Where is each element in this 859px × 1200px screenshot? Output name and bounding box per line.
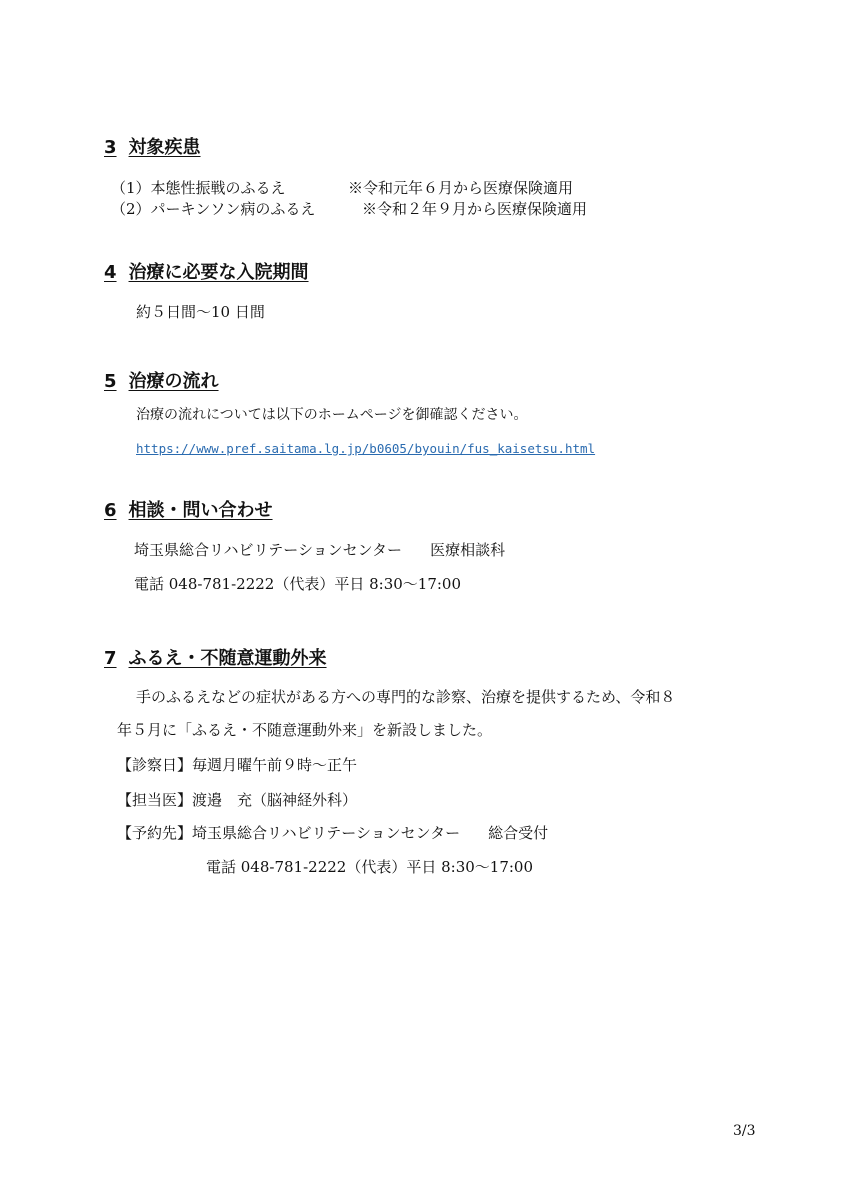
section-6-number: 6 [104, 500, 117, 521]
consultation-org: 埼玉県総合リハビリテーションセンター [134, 541, 403, 559]
clinic-booking-phone: 電話 048-781-2222（代表）平日 8:30〜17:00 [206, 858, 534, 876]
clinic-booking-label: 【予約先】 [117, 824, 193, 842]
disease-item-1-note-line [348, 178, 573, 198]
disease-item-1-label: （1）本態性振戦のふるえ [111, 179, 286, 197]
section-7-title: ふるえ・不随意運動外来 [128, 648, 327, 669]
disease-item-1 [111, 178, 286, 198]
clinic-booking-org: 埼玉県総合リハビリテーションセンター [192, 824, 461, 842]
clinic-day-label: 【診察日】 [117, 756, 193, 774]
section-3-title: 対象疾患 [128, 137, 201, 158]
clinic-booking-dept: 総合受付 [488, 824, 549, 842]
treatment-flow-text: 治療の流れについては以下のホームページを御確認ください。 [136, 407, 528, 423]
section-5-number: 5 [104, 371, 117, 392]
clinic-booking-line [117, 823, 548, 843]
clinic-doctor-value: 渡邉 充（脳神経外科） [192, 791, 358, 809]
consultation-phone: 電話 048-781-2222（代表）平日 8:30〜17:00 [134, 575, 462, 593]
disease-item-2 [111, 199, 315, 219]
section-4-number: 4 [104, 262, 117, 283]
clinic-description-line-1: 手のふるえなどの症状がある方への専門的な診察、治療を提供するため、令和８ [136, 688, 676, 706]
section-6-title: 相談・問い合わせ [128, 500, 273, 521]
disease-item-1-note: ※令和元年６月から医療保険適用 [348, 179, 574, 197]
section-4-title: 治療に必要な入院期間 [128, 262, 309, 283]
consultation-org-line [134, 540, 505, 560]
section-3-heading [104, 137, 201, 159]
clinic-day-value: 毎週月曜午前９時〜正午 [192, 756, 358, 774]
treatment-flow-link-line [136, 438, 595, 459]
section-3-number: 3 [104, 137, 117, 158]
disease-item-2-label: （2）パーキンソン病のふるえ [111, 200, 316, 218]
section-4-heading [104, 262, 309, 284]
section-6-heading [104, 500, 273, 522]
hospital-stay-text: 約５日間〜10 日間 [136, 303, 265, 321]
disease-item-2-note: ※令和２年９月から医療保険適用 [362, 200, 588, 218]
clinic-day-line [117, 755, 357, 775]
treatment-flow-link[interactable]: https://www.pref.saitama.lg.jp/b0605/byouin/fus_kaisetsu.html [136, 441, 596, 456]
clinic-doctor-label: 【担当医】 [117, 791, 193, 809]
section-7-heading [104, 648, 327, 670]
section-5-heading [104, 371, 219, 393]
disease-item-2-note-line [362, 199, 587, 219]
clinic-description-line-2: 年５月に「ふるえ・不随意運動外来」を新設しました。 [117, 721, 493, 739]
section-7-number: 7 [104, 648, 117, 669]
section-5-title: 治療の流れ [128, 371, 219, 392]
clinic-doctor-line [117, 790, 357, 810]
consultation-dept: 医療相談科 [430, 541, 506, 559]
page-number: 3/3 [733, 1123, 756, 1139]
